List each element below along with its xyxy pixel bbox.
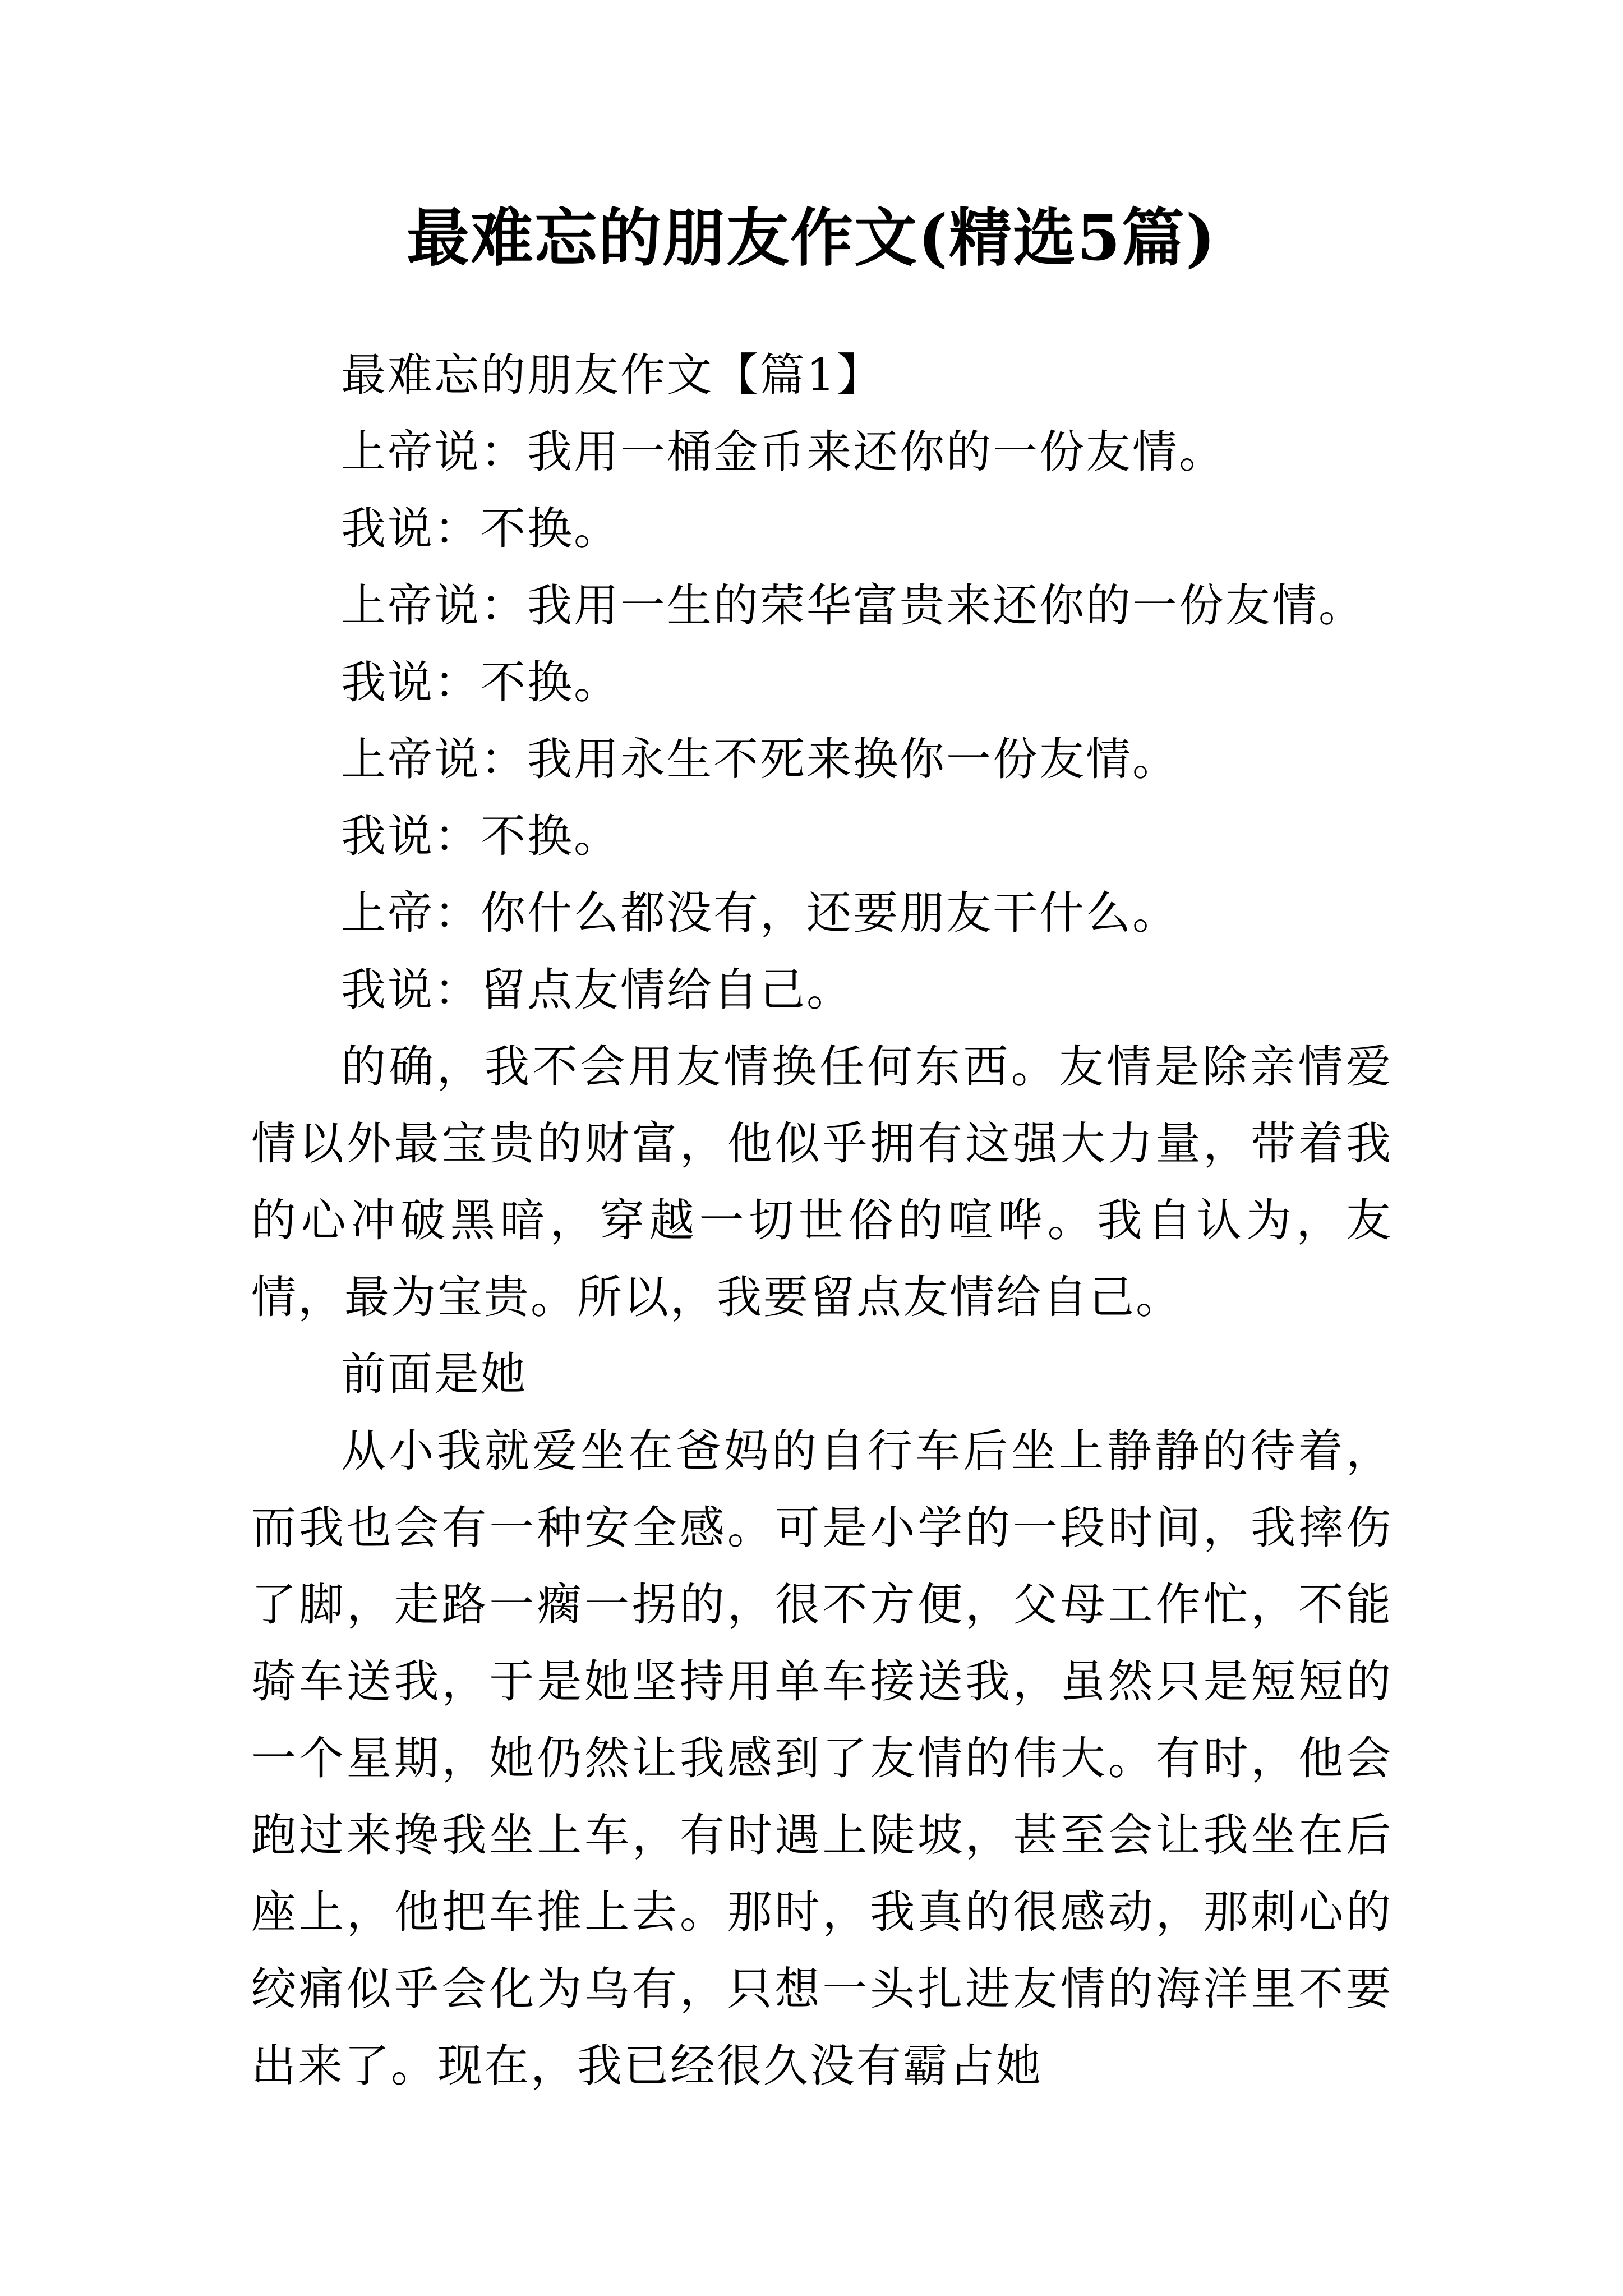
document-title: 最难忘的朋友作文(精选5篇) xyxy=(407,201,1216,275)
document-body xyxy=(251,337,1393,2104)
paragraph: 上帝说：我用永生不死来换你一份友情。 xyxy=(341,733,1179,785)
paragraph: 的确，我不会用友情换任何东西。友情是除亲情爱情以外最宝贵的财富，他似乎拥有这强大力量，带着我的心冲破黑暗，穿越一切世俗的喧哗。我自认为，友情，最为宝贵。所以，我要留点友情给自己。 xyxy=(251,1041,1393,1323)
paragraph: 前面是她 xyxy=(341,1348,527,1400)
paragraph: 上帝说：我用一生的荣华富贵来还你的一份友情。 xyxy=(341,579,1365,632)
section-heading: 最难忘的朋友作文【篇1】 xyxy=(341,349,883,401)
paragraph: 我说：不换。 xyxy=(341,810,620,862)
paragraph: 我说：不换。 xyxy=(341,503,620,555)
paragraph: 上帝说：我用一桶金币来还你的一份友情。 xyxy=(341,426,1225,478)
paragraph: 我说：留点友情给自己。 xyxy=(341,964,853,1016)
paragraph: 我说：不换。 xyxy=(341,656,620,708)
paragraph: 上帝：你什么都没有，还要朋友干什么。 xyxy=(341,887,1179,939)
paragraph: 从小我就爱坐在爸妈的自行车后坐上静静的待着，而我也会有一种安全感。可是小学的一段时间，我摔伤了脚，走路一瘸一拐的，很不方便，父母工作忙，不能骑车送我，于是她坚持用单车接送我，虽然只是短短的一个星期，她仍然让我感到了友情的伟大。有时，他会跑过来搀我坐上车，有时遇上陡坡，甚至会让我坐在后座上，他把车推上去。那时，我真的很感动，那刺心的绞痛似乎会化为乌有，只想一头扎进友情的海洋里不要出来了。现在，我已经很久没有霸占她 xyxy=(251,1425,1393,2092)
